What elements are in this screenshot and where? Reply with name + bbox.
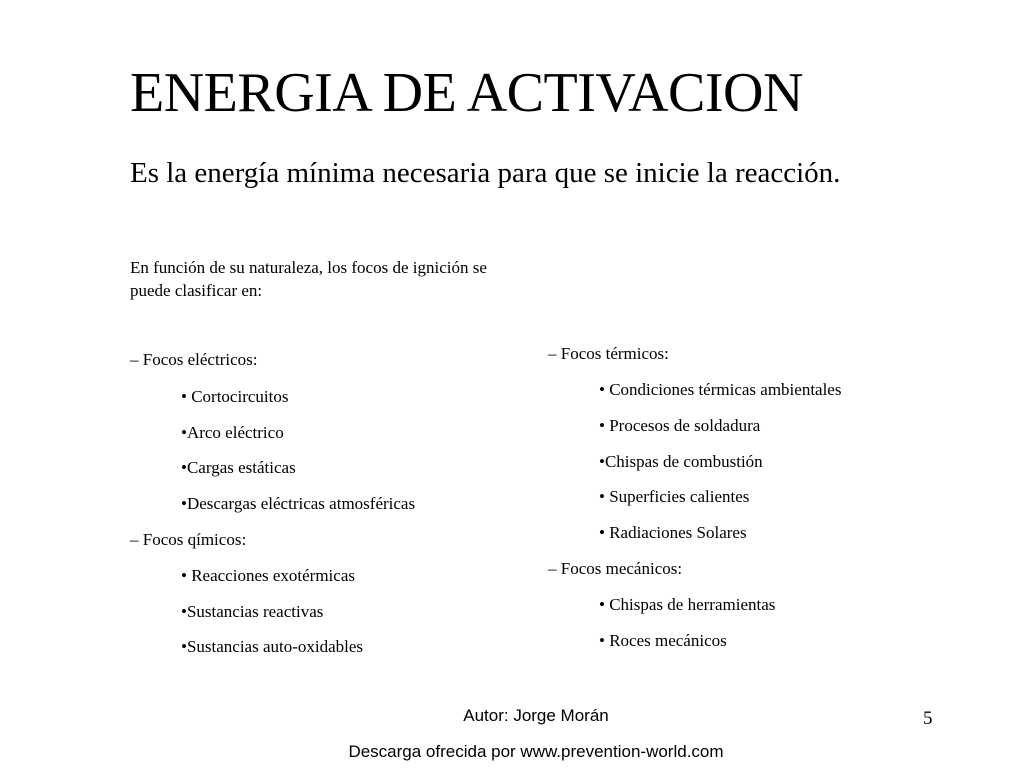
list-item: •Chispas de combustión (599, 452, 763, 471)
list-item: • Cortocircuitos (181, 387, 289, 406)
group-heading-thermal: – Focos térmicos: (548, 344, 669, 363)
intro-text: En función de su naturaleza, los focos de ignición se puede clasificar en: (130, 258, 487, 300)
list-item: • Reacciones exotérmicas (181, 566, 355, 585)
list-item: •Sustancias reactivas (181, 602, 324, 621)
footer-author: Autor: Jorge Morán (463, 706, 609, 725)
slide-subtitle: Es la energía mínima necesaria para que se inicie la reacción. (130, 157, 841, 189)
slide-title: ENERGIA DE ACTIVACION (130, 62, 803, 124)
list-item: •Cargas estáticas (181, 458, 296, 477)
list-item: • Condiciones térmicas ambientales (599, 380, 842, 399)
list-item: •Arco eléctrico (181, 423, 284, 442)
footer-download-credit: Descarga ofrecida por www.prevention-world.com (348, 742, 724, 761)
page-number: 5 (923, 708, 933, 729)
group-heading-electric: – Focos eléctricos: (130, 350, 258, 369)
list-item: •Sustancias auto-oxidables (181, 637, 364, 656)
list-item: • Superficies calientes (599, 487, 750, 506)
list-item: • Procesos de soldadura (599, 416, 761, 435)
group-heading-mechanical: – Focos mecánicos: (548, 559, 683, 578)
list-item: • Chispas de herramientas (599, 595, 776, 614)
list-item: •Descargas eléctricas atmosféricas (181, 494, 416, 513)
list-item: • Roces mecánicos (599, 631, 727, 650)
group-heading-chemical: – Focos qímicos: (130, 530, 247, 549)
list-item: • Radiaciones Solares (599, 523, 747, 542)
